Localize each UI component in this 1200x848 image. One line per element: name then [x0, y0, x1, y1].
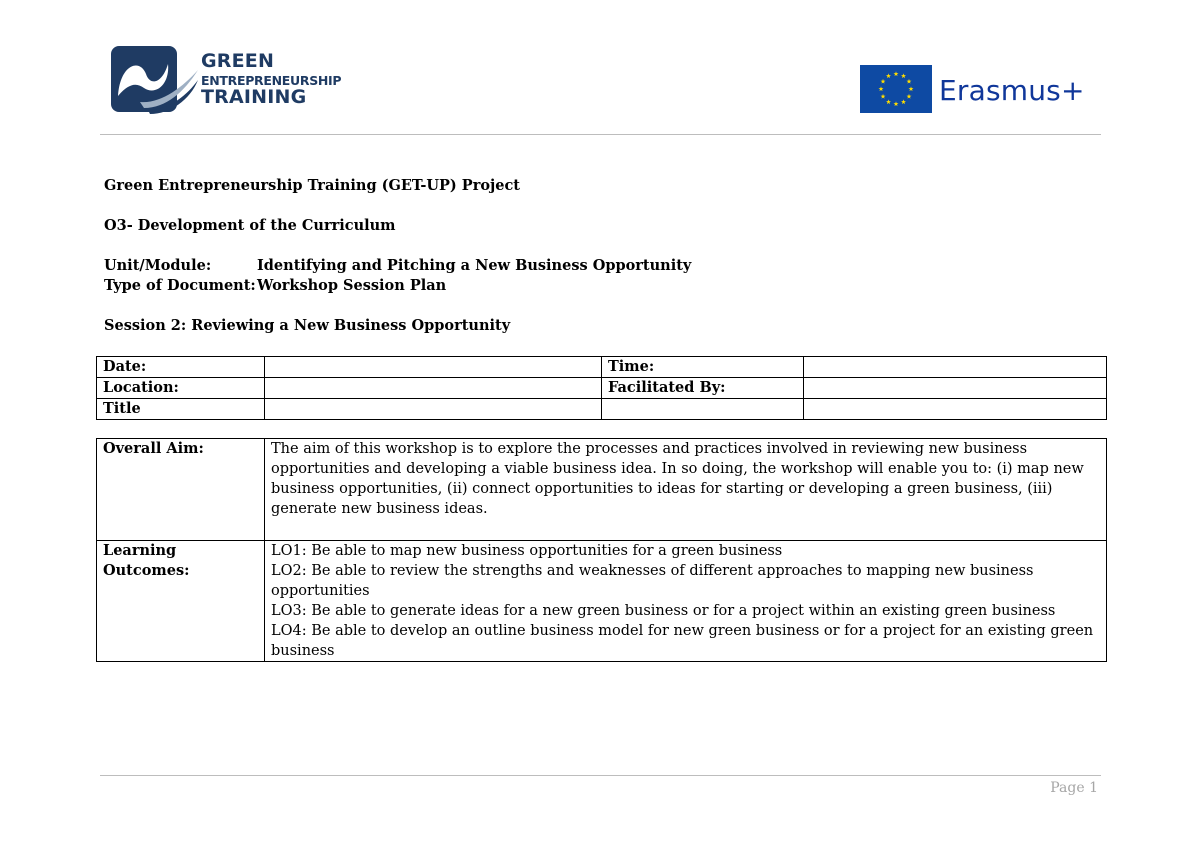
table-row: [97, 357, 1107, 378]
learning-outcomes-text: [265, 541, 1107, 662]
empty-cell: [804, 399, 1107, 420]
eu-flag-icon: [860, 65, 932, 113]
unit-module-label: Unit/Module:: [104, 257, 212, 274]
outcome-line: LO3: Be able to generate ideas for a new green business or for a project within an existing green business: [271, 603, 1056, 619]
overall-aim-label: Overall Aim:: [97, 439, 265, 541]
table-row: [97, 399, 1107, 420]
project-title: Green Entrepreneurship Training (GET-UP) Project: [104, 177, 521, 194]
get-up-logo-icon: [110, 44, 200, 114]
date-value-cell: [265, 357, 602, 378]
location-value-cell: [265, 378, 602, 399]
document-type-row: [104, 277, 447, 294]
title-value-cell: [265, 399, 602, 420]
table-row: [97, 439, 1107, 541]
title-label: Title: [97, 399, 265, 420]
aim-line: The aim of this workshop is to explore the processes and practices involved in reviewing new business: [271, 441, 1028, 457]
outcome-line: opportunities: [271, 583, 370, 599]
outcome-line: business: [271, 643, 335, 659]
outcome-line: LO4: Be able to develop an outline business model for new green business or for a project for an existing green: [271, 623, 1094, 639]
time-label: Time:: [602, 357, 804, 378]
location-label: Location:: [97, 378, 265, 399]
unit-module-value: Identifying and Pitching a New Business Opportunity: [257, 257, 692, 274]
learning-outcomes-label-line: Outcomes:: [103, 562, 190, 579]
output-title: O3- Development of the Curriculum: [104, 217, 396, 234]
logo-word-training: TRAINING: [201, 86, 307, 108]
facilitated-by-value-cell: [804, 378, 1107, 399]
aim-line: business opportunities, (ii) connect opportunities to ideas for starting or developing a green business, (iii): [271, 481, 1053, 497]
aim-line: generate new business ideas.: [271, 501, 488, 517]
table-row: [97, 378, 1107, 399]
learning-outcomes-label: [97, 541, 265, 662]
page-number: Page 1: [1050, 780, 1098, 796]
logo-word-green: GREEN: [201, 50, 275, 72]
empty-cell: [602, 399, 804, 420]
facilitated-by-label: Facilitated By:: [602, 378, 804, 399]
session-title: Session 2: Reviewing a New Business Opportunity: [104, 317, 511, 334]
time-value-cell: [804, 357, 1107, 378]
document-type-value: Workshop Session Plan: [257, 277, 447, 294]
session-info-table: [96, 356, 1107, 420]
overall-aim-text: [265, 439, 1107, 541]
header-divider: [100, 134, 1101, 135]
unit-module-row: [104, 257, 692, 274]
erasmus-plus-logo-text: Erasmus+: [939, 74, 1085, 107]
aims-outcomes-table: [96, 438, 1107, 662]
outcome-line: LO1: Be able to map new business opportunities for a green business: [271, 543, 783, 559]
logo-word-entrepreneurship: ENTREPRENEURSHIP: [201, 73, 342, 88]
get-up-logo: [110, 44, 342, 114]
aim-line: opportunities and developing a viable business idea. In so doing, the workshop will enable you to: (i) map new: [271, 461, 1084, 477]
footer-divider: [100, 775, 1101, 776]
date-label: Date:: [97, 357, 265, 378]
learning-outcomes-label-line: Learning: [103, 542, 177, 559]
document-type-label: Type of Document:: [104, 277, 256, 294]
table-row: [97, 541, 1107, 662]
outcome-line: LO2: Be able to review the strengths and weaknesses of different approaches to mapping new business: [271, 563, 1034, 579]
